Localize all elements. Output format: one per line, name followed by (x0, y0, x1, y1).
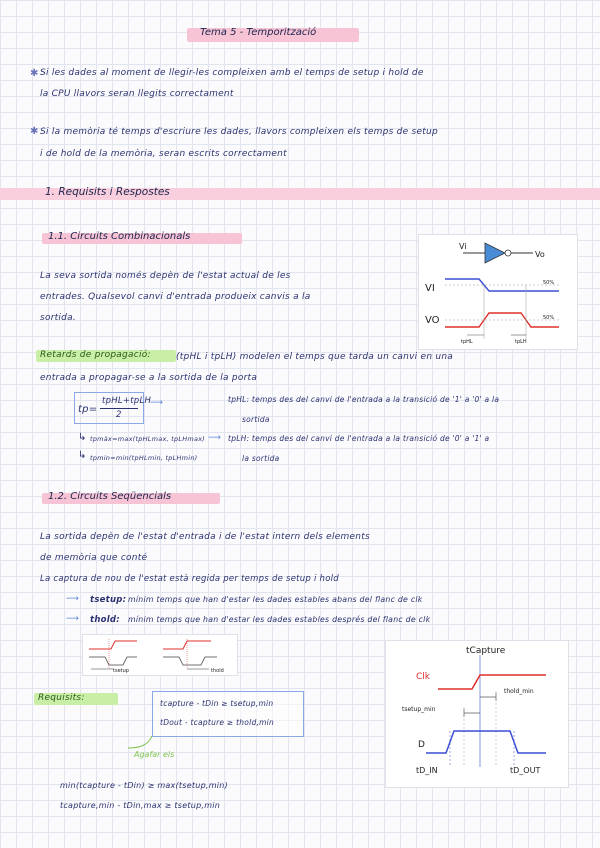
capture-timing-figure (385, 640, 569, 788)
subsection-heading: 1.2. Circuits Seqüencials (48, 491, 172, 502)
formula-denominator: 2 (116, 410, 122, 420)
formula-line: tcapture,min - tDin,max ≥ tsetup,min (60, 801, 221, 810)
retards-text: entrada a propagar-se a la sortida de la porta (40, 373, 258, 383)
vo-row-label: VO (425, 315, 440, 326)
asterisk-bullet-icon: ✱ (30, 68, 39, 79)
requisits-label: Requisits: (38, 693, 85, 703)
vi-label: Vi (459, 242, 467, 251)
annotation-text: Agafar els (134, 750, 175, 759)
tplh-label: tpLH (515, 339, 527, 345)
tcapture-label: tCapture (466, 646, 506, 656)
intro-line: Si la memòria té temps d'escriure les dades, llavors compleixen els temps de setup (40, 127, 438, 137)
body-line: La sortida depèn de l'estat d'entrada i de l'estat intern dels elements (40, 532, 370, 542)
curve-arrow-icon (118, 734, 158, 754)
requisit-line: tDout - tcapture ≥ thold,min (160, 718, 274, 727)
formula-numerator: tpHL+tpLH (102, 396, 152, 406)
page-title: Tema 5 - Temporització (200, 27, 317, 38)
gate-timing-figure (418, 234, 578, 350)
percent-label: 50% (543, 280, 555, 286)
inverter-gate-icon (485, 243, 505, 263)
setup-hold-figure (82, 634, 238, 676)
body-line: La seva sortida només depèn de l'estat actual de les (40, 271, 291, 281)
arrow-icon: ⟶ (66, 594, 79, 604)
tphl-label: tpHL (461, 339, 473, 345)
tsetup-min-label: tsetup_min (402, 706, 436, 713)
td-out-label: tD_OUT (510, 766, 541, 775)
tpmax-formula: tpmàx=max(tpHLmax, tpLHmax) (90, 435, 206, 443)
tplh-definition: tpLH: temps des del canvi de l'entrada a la transició de '0' a '1' a (228, 434, 490, 443)
body-line: de memòria que conté (40, 553, 148, 563)
td-in-label: tD_IN (416, 766, 438, 775)
tsetup-label: tsetup: (90, 595, 127, 605)
vi-row-label: VI (425, 283, 435, 294)
requisit-line: tcapture - tDin ≥ tsetup,min (160, 699, 274, 708)
tp-bracket-icon: ↳ (78, 432, 87, 443)
intro-line: la CPU llavors seran llegits correctament (40, 89, 234, 99)
vo-label: Vo (535, 250, 545, 259)
thold-small-label: thold (211, 668, 224, 674)
clk-label: Clk (416, 672, 430, 682)
requisits-box (152, 691, 304, 737)
formula-line: min(tcapture - tDin) ≥ max(tsetup,min) (60, 781, 228, 790)
percent-label: 50% (543, 315, 555, 321)
tp-bracket-icon: ↳ (78, 450, 87, 461)
arrow-icon: ⟶ (150, 398, 163, 408)
tsetup-small-label: tsetup (113, 668, 129, 674)
thold-label: thold: (90, 615, 120, 625)
thold-min-label: thold_min (504, 688, 534, 695)
tphl-definition: sortida (242, 415, 270, 424)
tpmin-formula: tpmin=min(tpHLmin, tpLHmin) (90, 454, 198, 462)
tplh-definition: la sortida (242, 454, 280, 463)
asterisk-bullet-icon: ✱ (30, 126, 39, 137)
d-label: D (418, 740, 425, 750)
section-heading: 1. Requisits i Respostes (45, 186, 170, 198)
tphl-definition: tpHL: temps des del canvi de l'entrada a la transició de '1' a '0' a la (228, 395, 500, 404)
thold-definition: mínim temps que han d'estar les dades estables després del flanc de clk (128, 615, 431, 624)
intro-line: Si les dades al moment de llegir-les compleixen amb el temps de setup i hold de (40, 68, 424, 78)
retards-text: (tpHL i tpLH) modelen el temps que tarda un canvi en una (176, 352, 454, 362)
intro-line: i de hold de la memòria, seran escrits correctament (40, 149, 287, 159)
arrow-icon: ⟶ (66, 614, 79, 624)
tsetup-definition: mínim temps que han d'estar les dades estables abans del flanc de clk (128, 595, 423, 604)
retards-label: Retards de propagació: (40, 350, 151, 360)
fraction-bar (100, 408, 138, 409)
formula-lhs: tp= (78, 404, 98, 415)
subsection-heading: 1.1. Circuits Combinacionals (48, 231, 191, 242)
arrow-icon: ⟶ (208, 433, 221, 443)
body-line: sortida. (40, 313, 77, 323)
body-line: entrades. Qualsevol canvi d'entrada produeix canvis a la (40, 292, 311, 302)
body-line: La captura de nou de l'estat està regida per temps de setup i hold (40, 574, 339, 584)
